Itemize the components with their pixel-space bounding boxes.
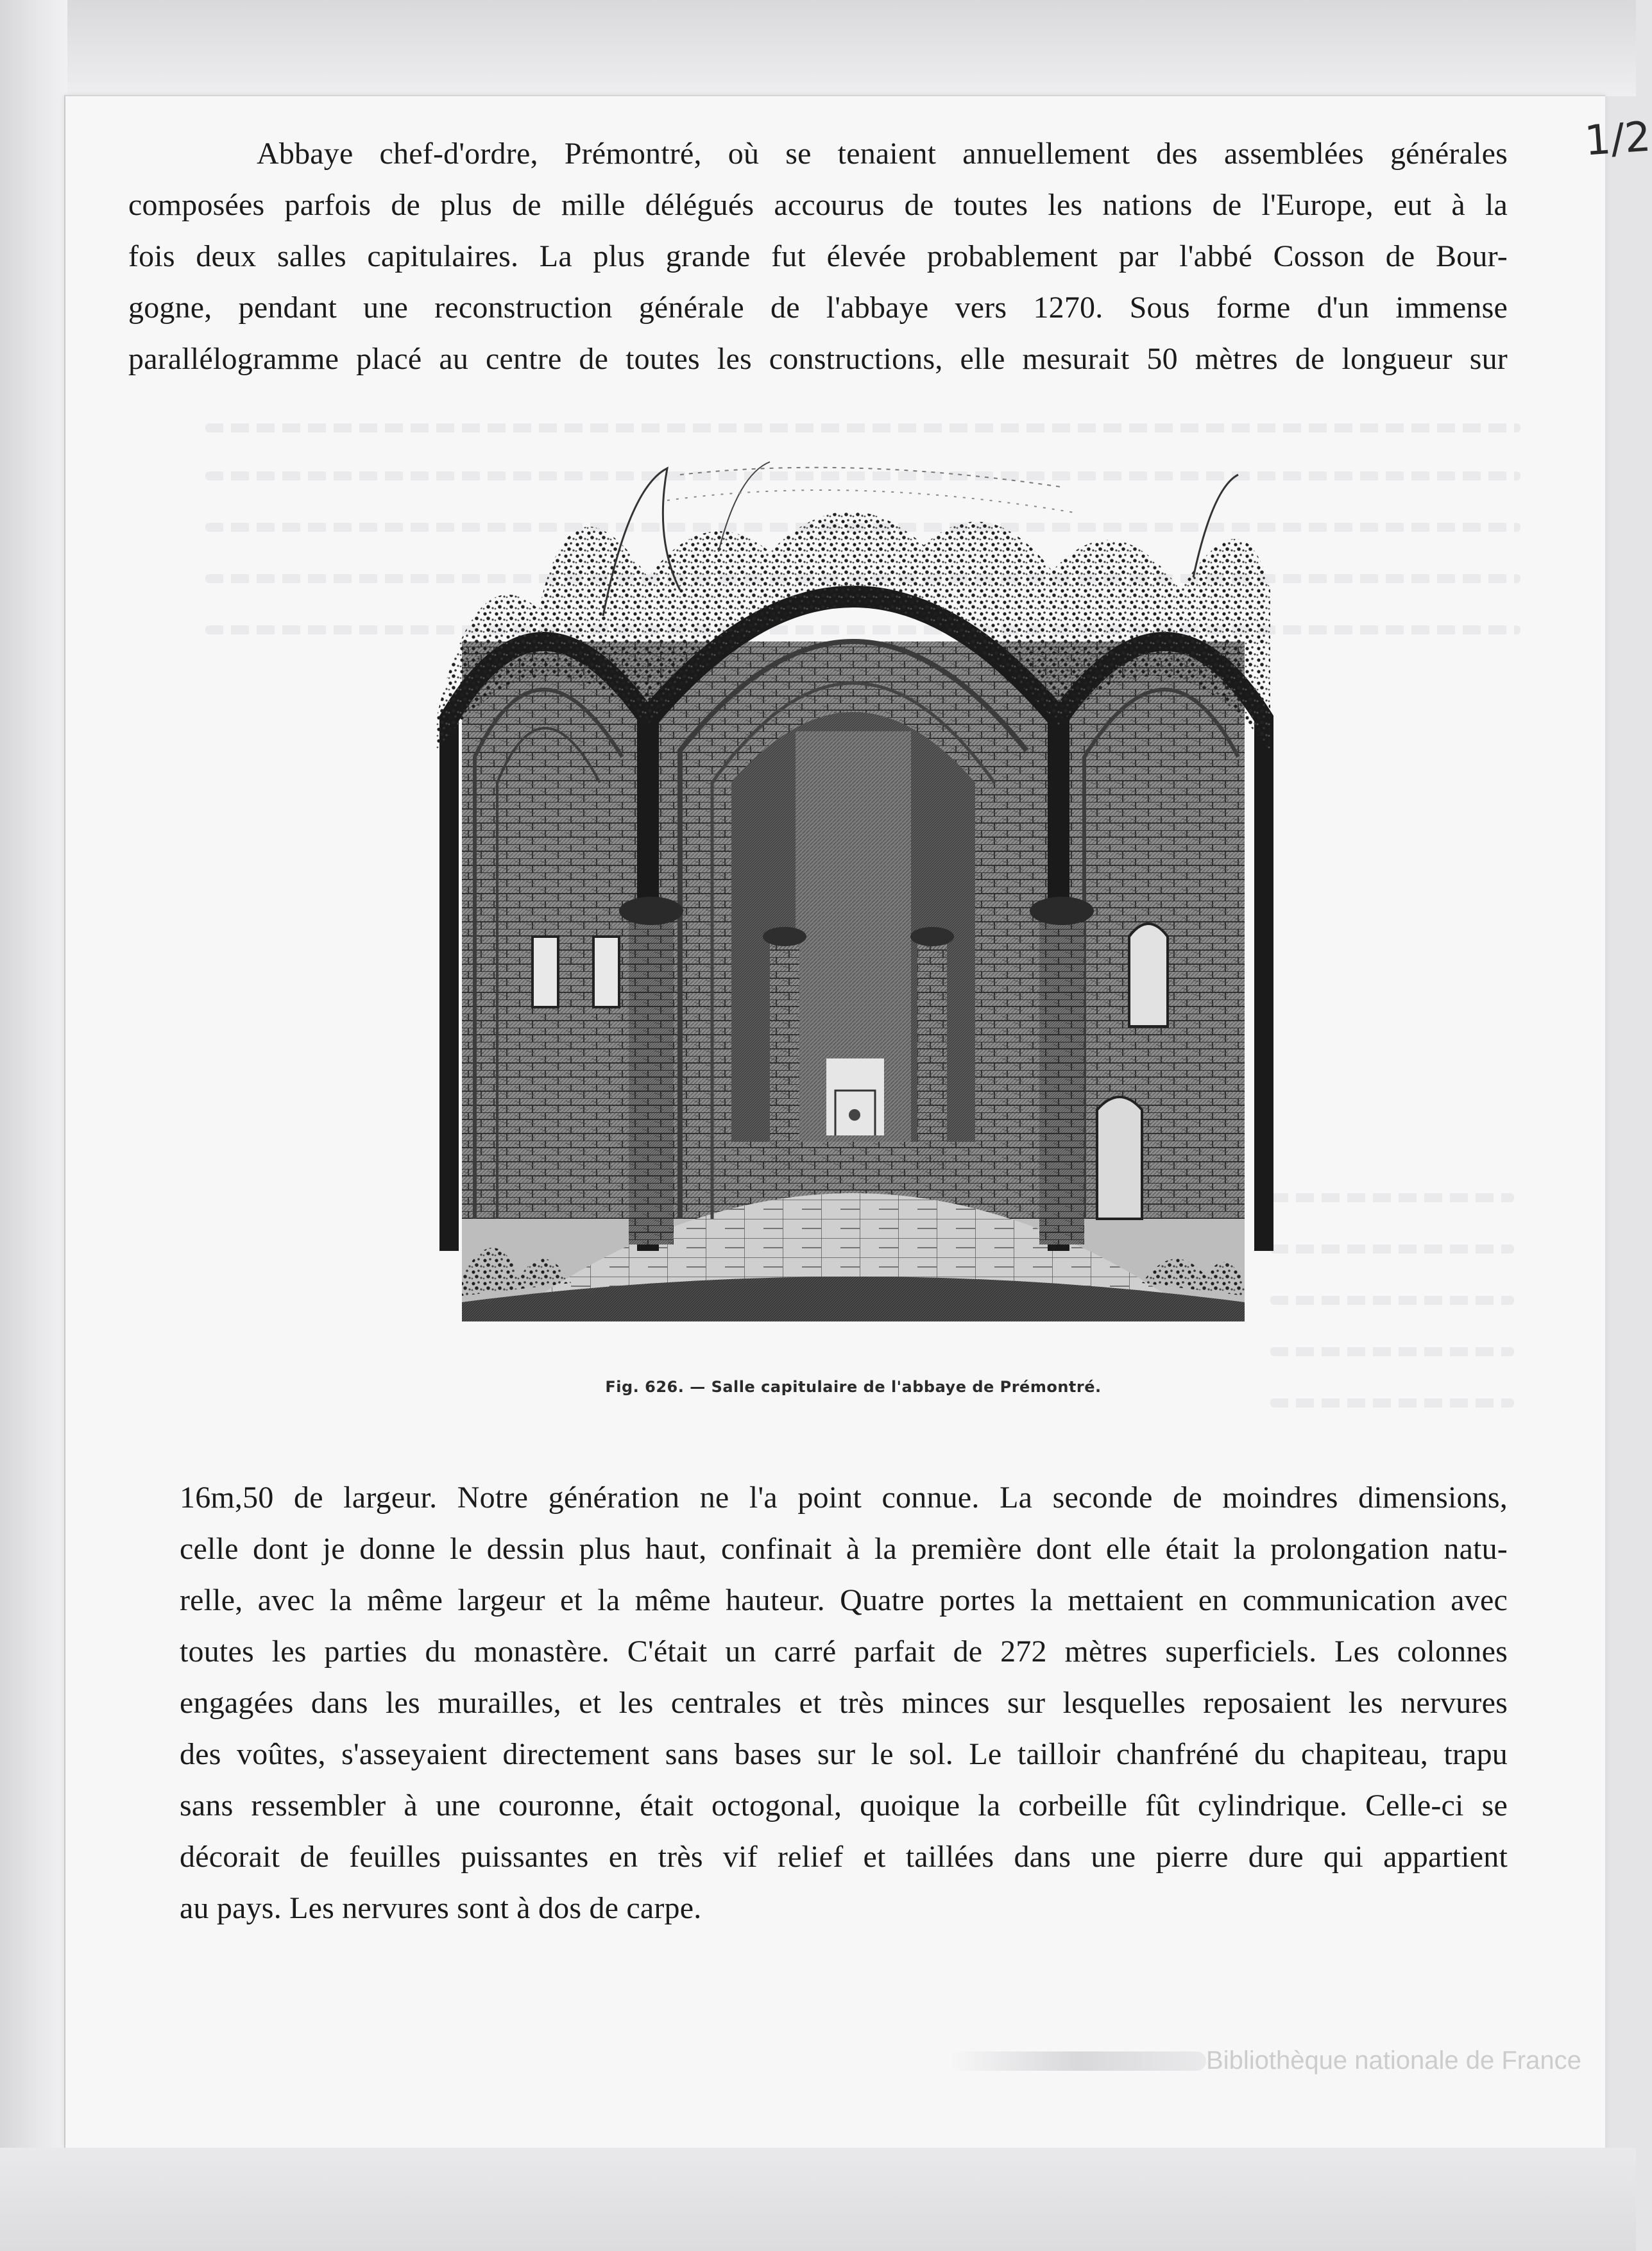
watermark-smudge <box>949 2051 1206 2071</box>
paragraph-1 <box>128 128 1508 385</box>
paragraph-2 <box>180 1472 1508 1934</box>
show-through-line <box>1270 1193 1514 1202</box>
paragraph-2-line: au pays. Les nervures sont à dos de carpe. <box>180 1891 702 1925</box>
paragraph-1-line: parallélogramme placé au centre de toutes les constructions, elle mesurait 50 mètres de longueur sur <box>128 342 1508 376</box>
engraving-chapter-house <box>436 449 1270 1347</box>
paragraph-2-line: toutes les parties du monastère. C'était un carré parfait de 272 mètres superficiels. Les colonnes <box>180 1635 1508 1669</box>
paragraph-2-line: celle dont je donne le dessin plus haut, confinait à la première dont elle était la prolongation natu- <box>180 1532 1508 1566</box>
paragraph-1-line: composées parfois de plus de mille délégués accourus de toutes les nations de l'Europe, eut à la <box>128 188 1508 222</box>
figure-caption: Fig. 626. — Salle capitulaire de l'abbaye de Prémontré. <box>605 1378 1102 1396</box>
paragraph-2-line: 16m,50 de largeur. Notre génération ne l'a point connue. La seconde de moindres dimensions, <box>180 1481 1508 1515</box>
scanner-sleeve-top <box>0 0 1636 96</box>
library-watermark: Bibliothèque nationale de France <box>1206 2046 1581 2075</box>
show-through-line <box>205 423 1520 432</box>
show-through-line <box>1270 1244 1514 1253</box>
handwritten-page-number: 1/2 <box>1583 113 1652 166</box>
paragraph-2-line: sans ressembler à une couronne, était octogonal, quoique la corbeille fût cylindrique. Celle-ci se <box>180 1788 1508 1822</box>
paragraph-1-line: Abbaye chef-d'ordre, Prémontré, où se tenaient annuellement des assemblées générales <box>257 137 1508 171</box>
show-through-line <box>1270 1398 1514 1407</box>
paragraph-2-line: décorait de feuilles puissantes en très vif relief et taillées dans une pierre dure qui appartient <box>180 1840 1508 1874</box>
paragraph-2-line: relle, avec la même largeur et la même hauteur. Quatre portes la mettaient en communication avec <box>180 1583 1508 1617</box>
paragraph-2-line: engagées dans les murailles, et les centrales et très minces sur lesquelles reposaient les nervures <box>180 1686 1508 1720</box>
show-through-line <box>1270 1347 1514 1356</box>
show-through-line <box>1270 1296 1514 1305</box>
paragraph-2-line: des voûtes, s'asseyaient directement sans bases sur le sol. Le tailloir chanfréné du chapiteau, trapu <box>180 1737 1508 1771</box>
paragraph-1-line: fois deux salles capitulaires. La plus grande fut élevée probablement par l'abbé Cosson de Bour- <box>128 239 1508 273</box>
paragraph-1-line: gogne, pendant une reconstruction générale de l'abbaye vers 1270. Sous forme d'un immense <box>128 291 1508 325</box>
scanner-sleeve-left <box>0 0 67 2251</box>
scanner-sleeve-bottom <box>0 2148 1636 2251</box>
